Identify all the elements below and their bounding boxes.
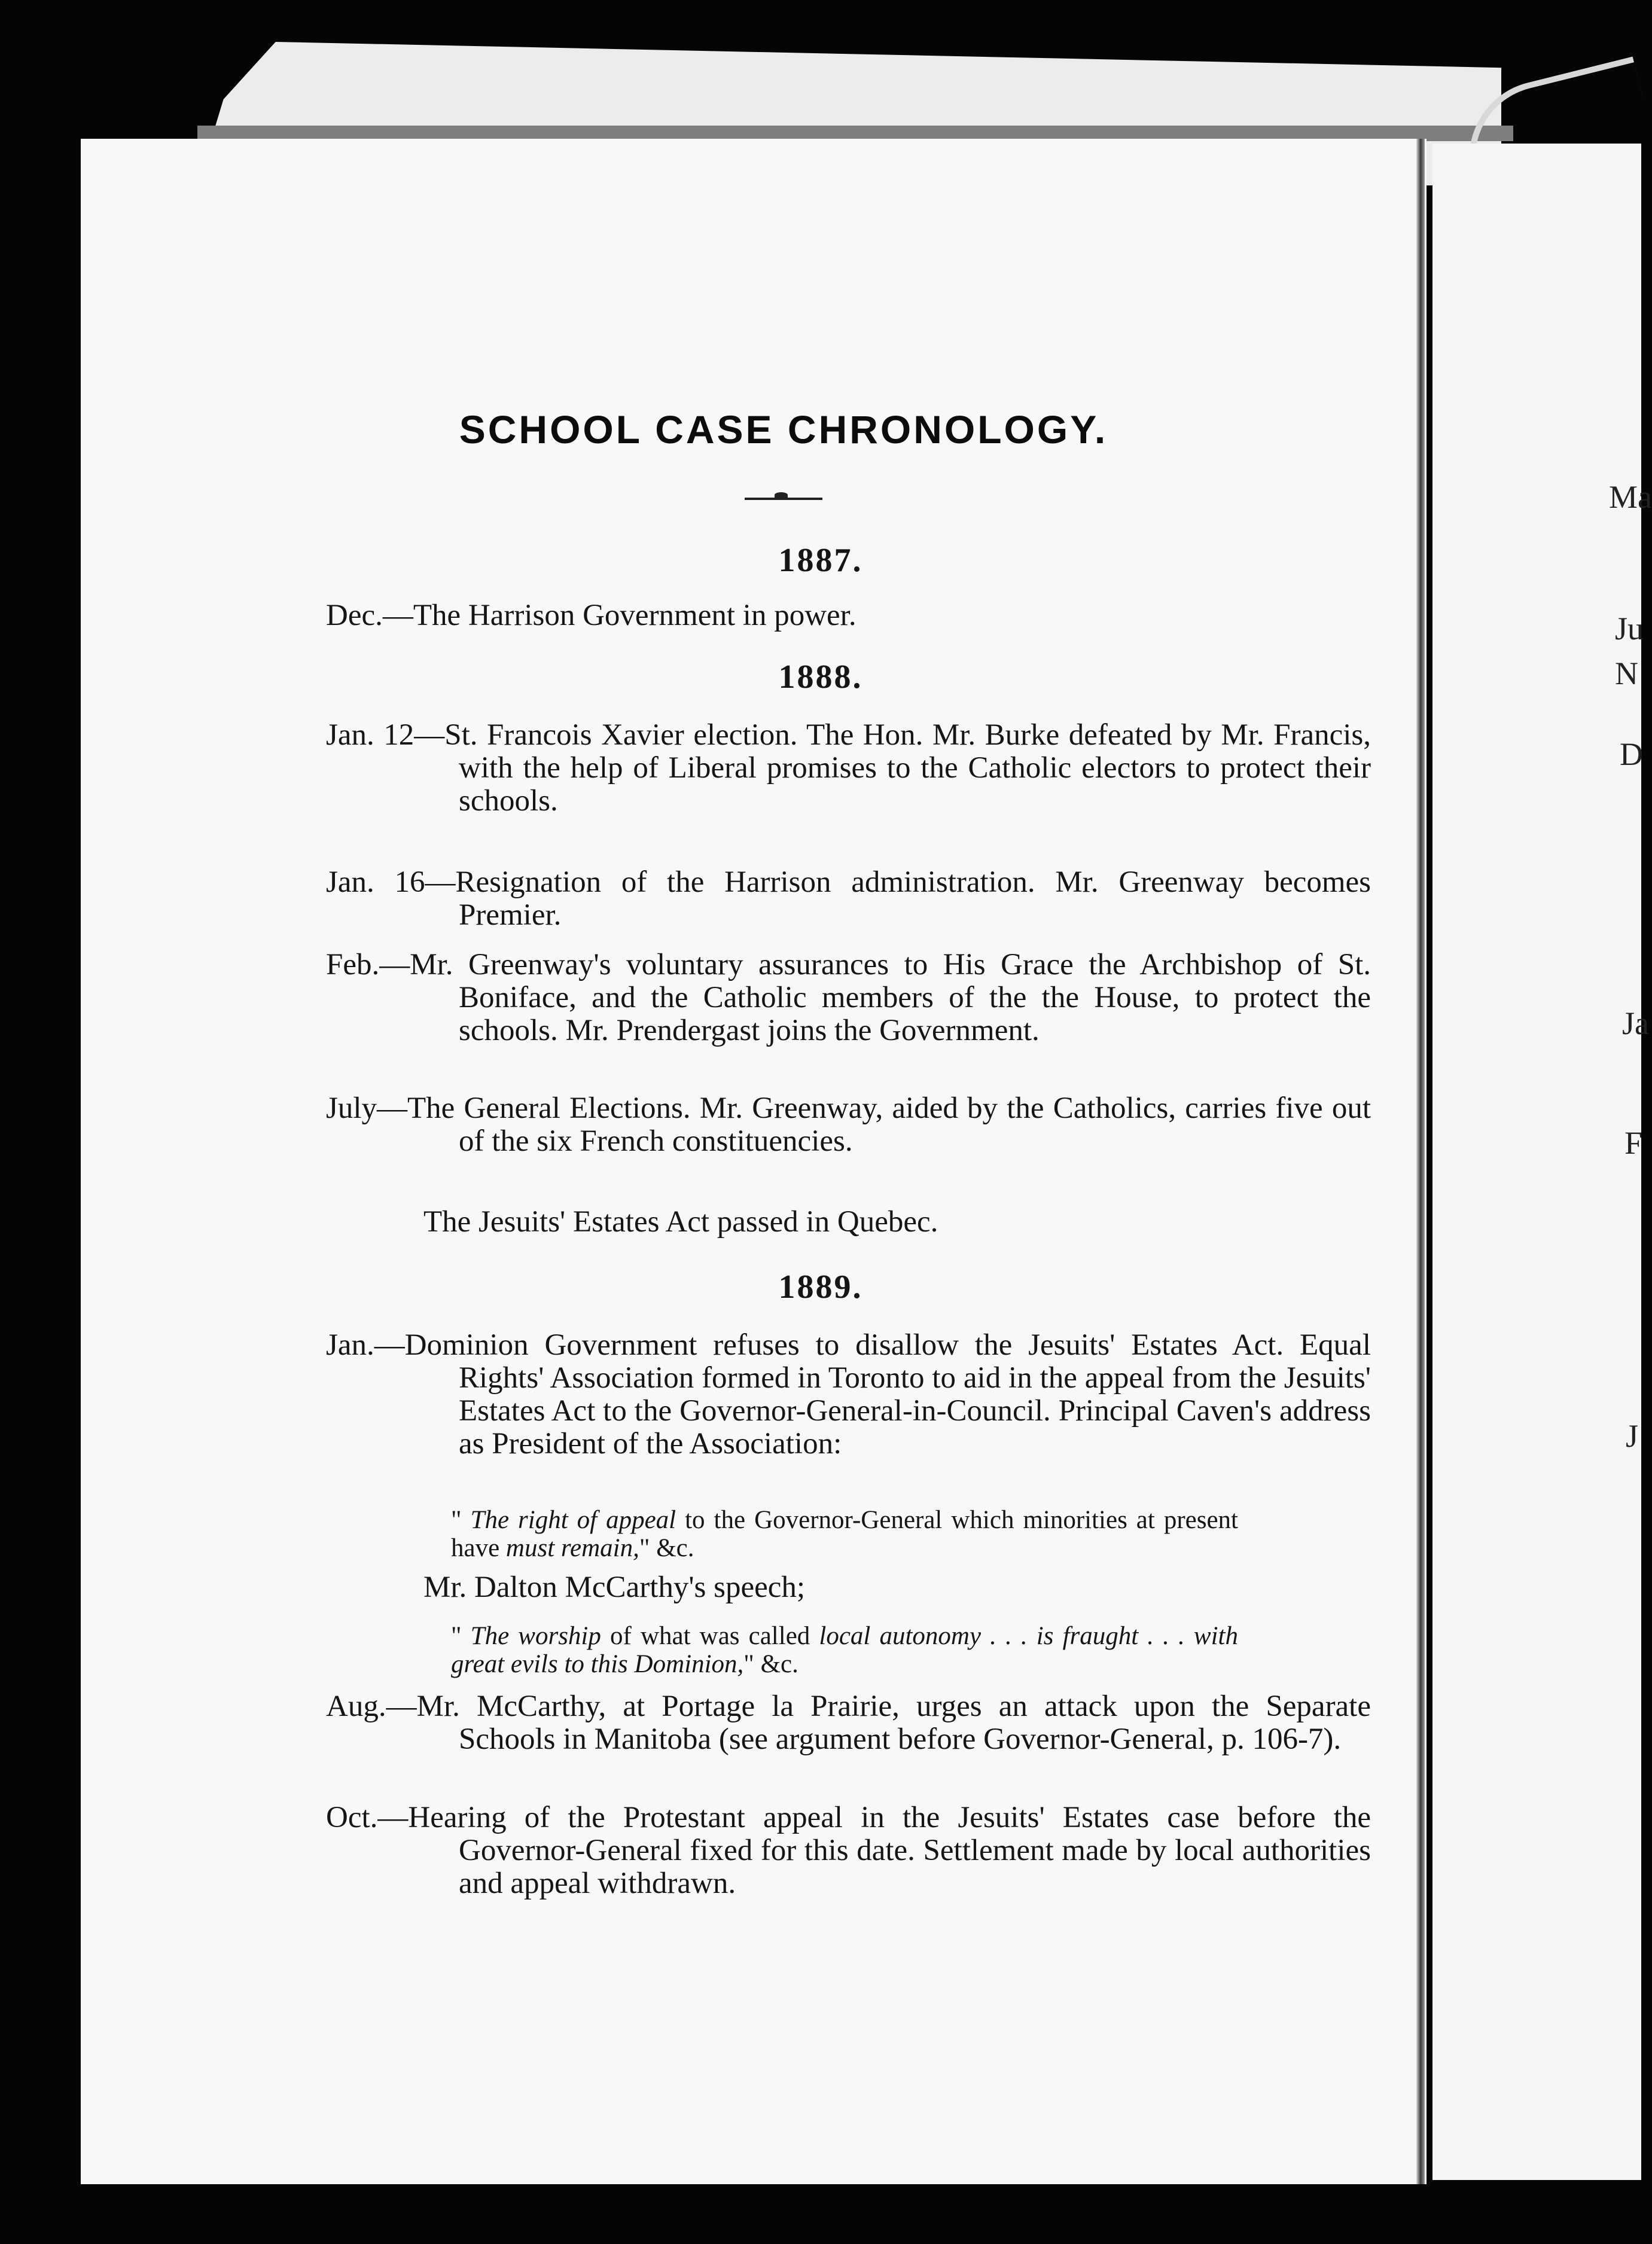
year-heading-1888: 1888. xyxy=(778,658,863,696)
entry-1889-aug xyxy=(326,1690,1371,1756)
entry-text: —The Harrison Government in power. xyxy=(382,599,857,632)
fragment: N xyxy=(1615,655,1638,691)
entry-text: —Hearing of the Protestant appeal in the Jesuits' Estates case before the Governor-General fixed for this date. Settlement made by local authorities and appeal withdrawn. xyxy=(377,1801,1371,1900)
entry-text: —Dominion Government refuses to disallow the Jesuits' Estates Act. Equal Rights' Association formed in Toronto to aid in the appeal from the Jesuits' Estates Act to the Governor-General-in-Council. Principal Caven's address as President of the Association: xyxy=(374,1328,1371,1461)
quote-end: " &c. xyxy=(639,1534,694,1562)
quote-italic: must remain, xyxy=(505,1534,639,1562)
page-gutter xyxy=(1416,139,1425,2184)
mccarthy-speech-label: Mr. Dalton McCarthy's speech; xyxy=(423,1571,806,1604)
entry-1889-oct xyxy=(326,1801,1371,1900)
entry-text: —Resignation of the Harrison administration. Mr. Greenway becomes Premier. xyxy=(425,865,1371,932)
page-title: SCHOOL CASE CHRONOLOGY. xyxy=(459,407,1108,452)
entry-date: Oct. xyxy=(326,1801,378,1834)
entry-date: Jan. 12 xyxy=(326,718,414,752)
quote-italic: The right of appeal xyxy=(470,1506,676,1534)
quote-italic: local autonomy . . . is fraught . . . with great evils to this Dominion, xyxy=(451,1622,1238,1678)
entry-date: Feb. xyxy=(326,948,380,981)
year-heading-1889: 1889. xyxy=(778,1269,863,1306)
fragment: Ja xyxy=(1622,1005,1649,1041)
fragment: Ma xyxy=(1609,479,1652,515)
entry-text: —St. Francois Xavier election. The Hon. Mr. Burke defeated by Mr. Francis, with the help of Liberal promises to the Catholic electors to protect their schools. xyxy=(414,718,1371,818)
entry-text: —The General Elections. Mr. Greenway, aided by the Catholics, carries five out of the six French constituencies. xyxy=(377,1091,1371,1158)
entry-date: Jan. xyxy=(326,1328,374,1362)
quote-italic: The worship xyxy=(470,1622,601,1650)
entry-1887-dec xyxy=(326,599,1371,632)
entry-date: Jan. 16 xyxy=(326,865,425,899)
title-rule-ornament xyxy=(775,492,788,498)
entry-1888-jan12 xyxy=(326,719,1371,818)
quote-mccarthy xyxy=(451,1622,1238,1678)
right-page xyxy=(1432,144,1641,2180)
quote-text: of what was called xyxy=(601,1622,819,1650)
quote-end: " &c. xyxy=(743,1650,798,1678)
entry-1888-jan16 xyxy=(326,866,1371,932)
entry-text: —Mr. McCarthy, at Portage la Prairie, urges an attack upon the Separate Schools in Manitoba (see argument before Governor-General, p. 106-7). xyxy=(386,1690,1371,1756)
title-rule xyxy=(745,498,822,500)
fragment: Ju xyxy=(1615,611,1644,647)
fragment: D xyxy=(1620,736,1643,772)
entry-text: —Mr. Greenway's voluntary assurances to His Grace the Archbishop of St. Boniface, and the Catholic members of the the House, to protect the schools. Mr. Prendergast joins the Government. xyxy=(379,948,1371,1047)
fragment: J xyxy=(1626,1418,1639,1454)
entry-date: Aug. xyxy=(326,1690,386,1723)
quote-text: to the Governor-General which minorities at present have xyxy=(451,1506,1238,1562)
entry-date: July xyxy=(326,1091,377,1125)
entry-date: Dec. xyxy=(326,599,383,632)
quote-mark: " xyxy=(451,1622,471,1650)
quote-mark: " xyxy=(451,1506,471,1534)
entry-1888-feb xyxy=(326,949,1371,1047)
entry-1888-july xyxy=(326,1092,1371,1158)
quote-caven xyxy=(451,1506,1238,1562)
fragment: F xyxy=(1624,1125,1643,1161)
entry-1889-jan xyxy=(326,1329,1371,1461)
year-heading-1887: 1887. xyxy=(778,542,863,579)
entry-1888-jesuits-act: The Jesuits' Estates Act passed in Quebec. xyxy=(423,1205,938,1239)
